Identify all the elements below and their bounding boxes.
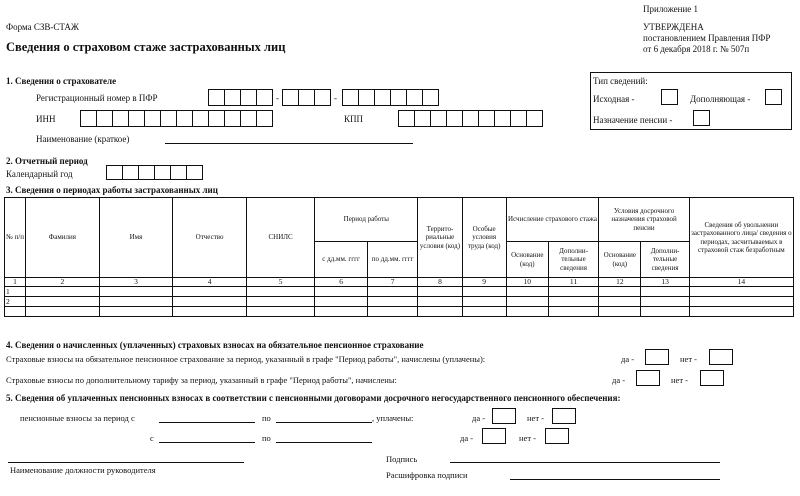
short-name-label: Наименование (краткое) — [36, 134, 130, 144]
inn-label: ИНН — [36, 114, 56, 124]
column-number: 14 — [689, 278, 793, 287]
annex-label: Приложение 1 — [643, 4, 699, 14]
row-number — [5, 307, 26, 317]
section3-title: 3. Сведения о периодах работы застрахованных лиц — [6, 185, 218, 195]
column-number-row — [5, 278, 794, 287]
column-number: 2 — [26, 278, 100, 287]
column-number: 9 — [462, 278, 506, 287]
initial-label: Исходная - — [593, 94, 635, 104]
signature-label: Подпись — [386, 454, 418, 464]
pension-label: Назначение пенсии - — [593, 115, 673, 125]
row-number: 2 — [5, 297, 26, 307]
col-header-early-pension: Условия досрочного назначения страховой пенсии — [599, 198, 689, 242]
table-row[interactable] — [5, 297, 794, 307]
col-header-insurance-calc: Исчисление страхового стажа — [506, 198, 599, 242]
approved-date: от 6 декабря 2018 г. № 507п — [643, 44, 750, 54]
pension-period-label: пенсионные взносы за период с — [20, 413, 135, 423]
kpp-label: КПП — [344, 114, 364, 124]
no-label: нет - — [527, 413, 544, 423]
no-label: нет - — [680, 354, 697, 364]
from-label: с — [150, 433, 154, 443]
contrib2-no-checkbox[interactable] — [700, 370, 724, 386]
section2-title: 2. Отчетный период — [6, 156, 88, 166]
initial-checkbox[interactable] — [661, 89, 678, 105]
contrib2-yes-checkbox[interactable] — [636, 370, 660, 386]
section5-title: 5. Сведения об уплаченных пенсионных взносах в соответствии с пенсионными договорами досрочного негосударственного пенсионного обеспечения: — [6, 393, 621, 403]
column-number: 10 — [506, 278, 548, 287]
table-row[interactable] — [5, 307, 794, 317]
column-number: 1 — [5, 278, 26, 287]
period1-to-field[interactable] — [276, 422, 372, 423]
pension-checkbox[interactable] — [693, 110, 710, 126]
yes-label: да - — [472, 413, 486, 423]
page-title: Сведения о страховом стаже застрахованных лиц — [6, 40, 286, 54]
column-number: 6 — [315, 278, 368, 287]
supplementary-label: Дополняющая - — [690, 94, 751, 104]
section1-title: 1. Сведения о страхователе — [6, 76, 117, 86]
period2-to-field[interactable] — [276, 442, 372, 443]
head-position-label: Наименование должности руководителя — [10, 465, 156, 475]
col-header-num: № п/п — [5, 198, 26, 278]
year-label: Календарный год — [6, 169, 73, 179]
to-label: по — [262, 413, 271, 423]
col-header-snils: СНИЛС — [246, 198, 314, 278]
column-number: 8 — [418, 278, 462, 287]
supplementary-checkbox[interactable] — [765, 89, 782, 105]
col-header-special: Особые условия труда (код) — [462, 198, 506, 278]
short-name-field[interactable] — [165, 143, 413, 144]
col-header-territorial: Террито-риальные условия (код) — [418, 198, 462, 278]
column-number: 7 — [367, 278, 418, 287]
period1-yes-checkbox[interactable] — [492, 408, 516, 424]
signature-decoding-field[interactable] — [510, 479, 720, 480]
contrib1-no-checkbox[interactable] — [709, 349, 733, 365]
no-label: нет - — [519, 433, 536, 443]
period1-from-field[interactable] — [159, 422, 255, 423]
dash: - — [334, 93, 337, 103]
col-header-ep-additional: Дополни-тельные сведения — [641, 242, 689, 278]
form-name: Форма СЗВ-СТАЖ — [6, 22, 79, 32]
col-header-patronymic: Отчество — [173, 198, 247, 278]
col-header-name: Имя — [99, 198, 173, 278]
column-number: 5 — [246, 278, 314, 287]
section4-title: 4. Сведения о начисленных (уплаченных) страховых взносах на обязательное пенсионное страхование — [6, 340, 424, 350]
to-label: по — [262, 433, 271, 443]
signature-decoding-label: Расшифровка подписи — [386, 470, 468, 480]
col-header-from: с дд.мм. гггг — [315, 242, 368, 278]
work-periods-table — [4, 197, 794, 317]
col-header-surname: Фамилия — [26, 198, 100, 278]
info-type-title: Тип сведений: — [593, 76, 648, 86]
col-header-dismissal: Сведения об увольнении застрахованного лица/ сведения о периодах, засчитываемых в страховой стаж безработным — [689, 198, 793, 278]
col-header-ep-basis: Основание (код) — [599, 242, 641, 278]
row-number: 1 — [5, 287, 26, 297]
table-row[interactable] — [5, 287, 794, 297]
column-number: 11 — [548, 278, 599, 287]
signature-field[interactable] — [450, 462, 720, 463]
reg-number-label: Регистрационный номер в ПФР — [36, 93, 158, 103]
period1-no-checkbox[interactable] — [552, 408, 576, 424]
period2-no-checkbox[interactable] — [545, 428, 569, 444]
col-header-additional: Дополни-тельные сведения — [548, 242, 599, 278]
column-number: 12 — [599, 278, 641, 287]
col-header-work-period: Период работы — [315, 198, 418, 242]
paid-label: , уплачены: — [372, 413, 414, 423]
col-header-basis: Основание (код) — [506, 242, 548, 278]
approved-by: постановлением Правления ПФР — [643, 33, 771, 43]
yes-label: да - — [612, 375, 626, 385]
yes-label: да - — [621, 354, 635, 364]
period2-yes-checkbox[interactable] — [482, 428, 506, 444]
contributions-line2: Страховые взносы по дополнительному тарифу за период, указанный в графе "Период работы", начислены: — [6, 375, 397, 385]
contributions-line1: Страховые взносы на обязательное пенсионное страхование за период, указанный в графе "Период работы", начислены (уплачены): — [6, 354, 486, 364]
yes-label: да - — [460, 433, 474, 443]
column-number: 13 — [641, 278, 689, 287]
no-label: нет - — [671, 375, 688, 385]
contrib1-yes-checkbox[interactable] — [645, 349, 669, 365]
period2-from-field[interactable] — [159, 442, 255, 443]
col-header-to: по дд.мм. гггг — [367, 242, 418, 278]
column-number: 4 — [173, 278, 247, 287]
head-position-field[interactable] — [8, 462, 244, 463]
dash: - — [276, 93, 279, 103]
approved-label: УТВЕРЖДЕНА — [643, 22, 704, 32]
column-number: 3 — [99, 278, 173, 287]
